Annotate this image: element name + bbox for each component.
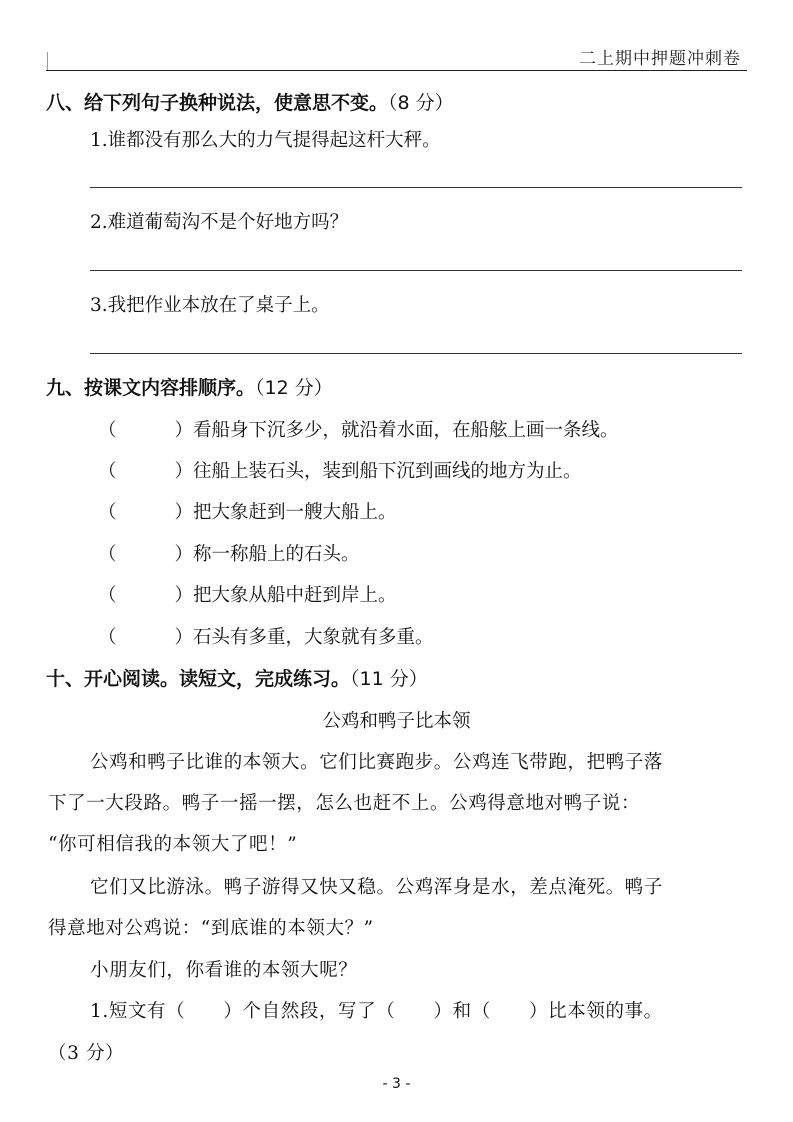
section10-heading-text: 十、开心阅读。读短文，完成练习。 [46, 668, 351, 690]
order-item [98, 457, 582, 483]
order-item-text: 把大象赶到一艘大船上。 [193, 502, 397, 523]
reading-line: 下了一大段路。鸭子一摇一摆，怎么也赶不上。公鸡得意地对鸭子说： [48, 793, 641, 814]
order-paren-open: （ [98, 420, 117, 441]
reading-line: 小朋友们，你看谁的本领大呢？ [90, 960, 358, 981]
section9-heading-text: 九、按课文内容排顺序。 [46, 377, 256, 399]
section8-question-1: 1.谁都没有那么大的力气提得起这杆大秤。 [90, 130, 441, 151]
reading-question-1: 1.短文有（ ）个自然段，写了（ ）和（ ）比本领的事。 [90, 1001, 663, 1022]
page-number: - 3 - [382, 1076, 411, 1092]
reading-line: 公鸡和鸭子比谁的本领大。它们比赛跑步。公鸡连飞带跑，把鸭子落 [90, 752, 664, 773]
section8-score: （8 分） [388, 92, 454, 114]
order-paren-close: ） [174, 461, 194, 482]
answer-line-1[interactable] [90, 187, 742, 188]
order-paren-close: ） [174, 420, 194, 441]
answer-line-3[interactable] [90, 353, 742, 354]
order-paren-open: （ [98, 502, 117, 523]
order-paren-close: ） [174, 627, 194, 648]
answer-line-2[interactable] [90, 270, 742, 271]
reading-question-1-score: （3 分） [48, 1043, 125, 1064]
header-divider [46, 70, 747, 71]
order-paren-close: ） [174, 585, 194, 606]
order-paren-open: （ [98, 585, 117, 606]
order-item [98, 416, 619, 442]
section10-heading [46, 664, 428, 691]
order-paren-open: （ [98, 627, 117, 648]
order-item [98, 540, 360, 566]
order-item-text: 把大象从船中赶到岸上。 [193, 585, 397, 606]
order-item-text: 石头有多重，大象就有多重。 [193, 627, 434, 648]
order-item-text: 往船上装石头，装到船下沉到画线的地方为止。 [193, 461, 582, 482]
reading-line: “你可相信我的本领大了吧！” [48, 834, 298, 855]
section8-question-3: 3.我把作业本放在了桌子上。 [90, 295, 330, 316]
order-item [98, 623, 434, 649]
order-item-text: 称一称船上的石头。 [193, 544, 360, 565]
reading-line: 它们又比游泳。鸭子游得又快又稳。公鸡浑身是水，差点淹死。鸭子 [90, 877, 664, 898]
section8-heading [46, 88, 454, 115]
order-paren-close: ） [174, 544, 194, 565]
header-title: 二上期中押题冲刺卷 [579, 49, 741, 69]
section8-question-2: 2.难道葡萄沟不是个好地方吗？ [90, 212, 349, 233]
order-paren-close: ） [174, 502, 194, 523]
order-paren-open: （ [98, 544, 117, 565]
section10-score: （11 分） [350, 668, 428, 690]
order-item [98, 498, 397, 524]
corner-mark [47, 52, 48, 70]
order-item-text: 看船身下沉多少，就沿着水面，在船舷上画一条线。 [193, 420, 619, 441]
section8-heading-text: 八、给下列句子换种说法，使意思不变。 [46, 92, 389, 114]
reading-title: 公鸡和鸭子比本领 [322, 711, 471, 732]
section9-score: （12 分） [255, 377, 333, 399]
order-item [98, 581, 397, 607]
order-paren-open: （ [98, 461, 117, 482]
reading-line: 得意地对公鸡说：“到底谁的本领大？” [48, 918, 374, 939]
section9-heading [46, 373, 333, 400]
